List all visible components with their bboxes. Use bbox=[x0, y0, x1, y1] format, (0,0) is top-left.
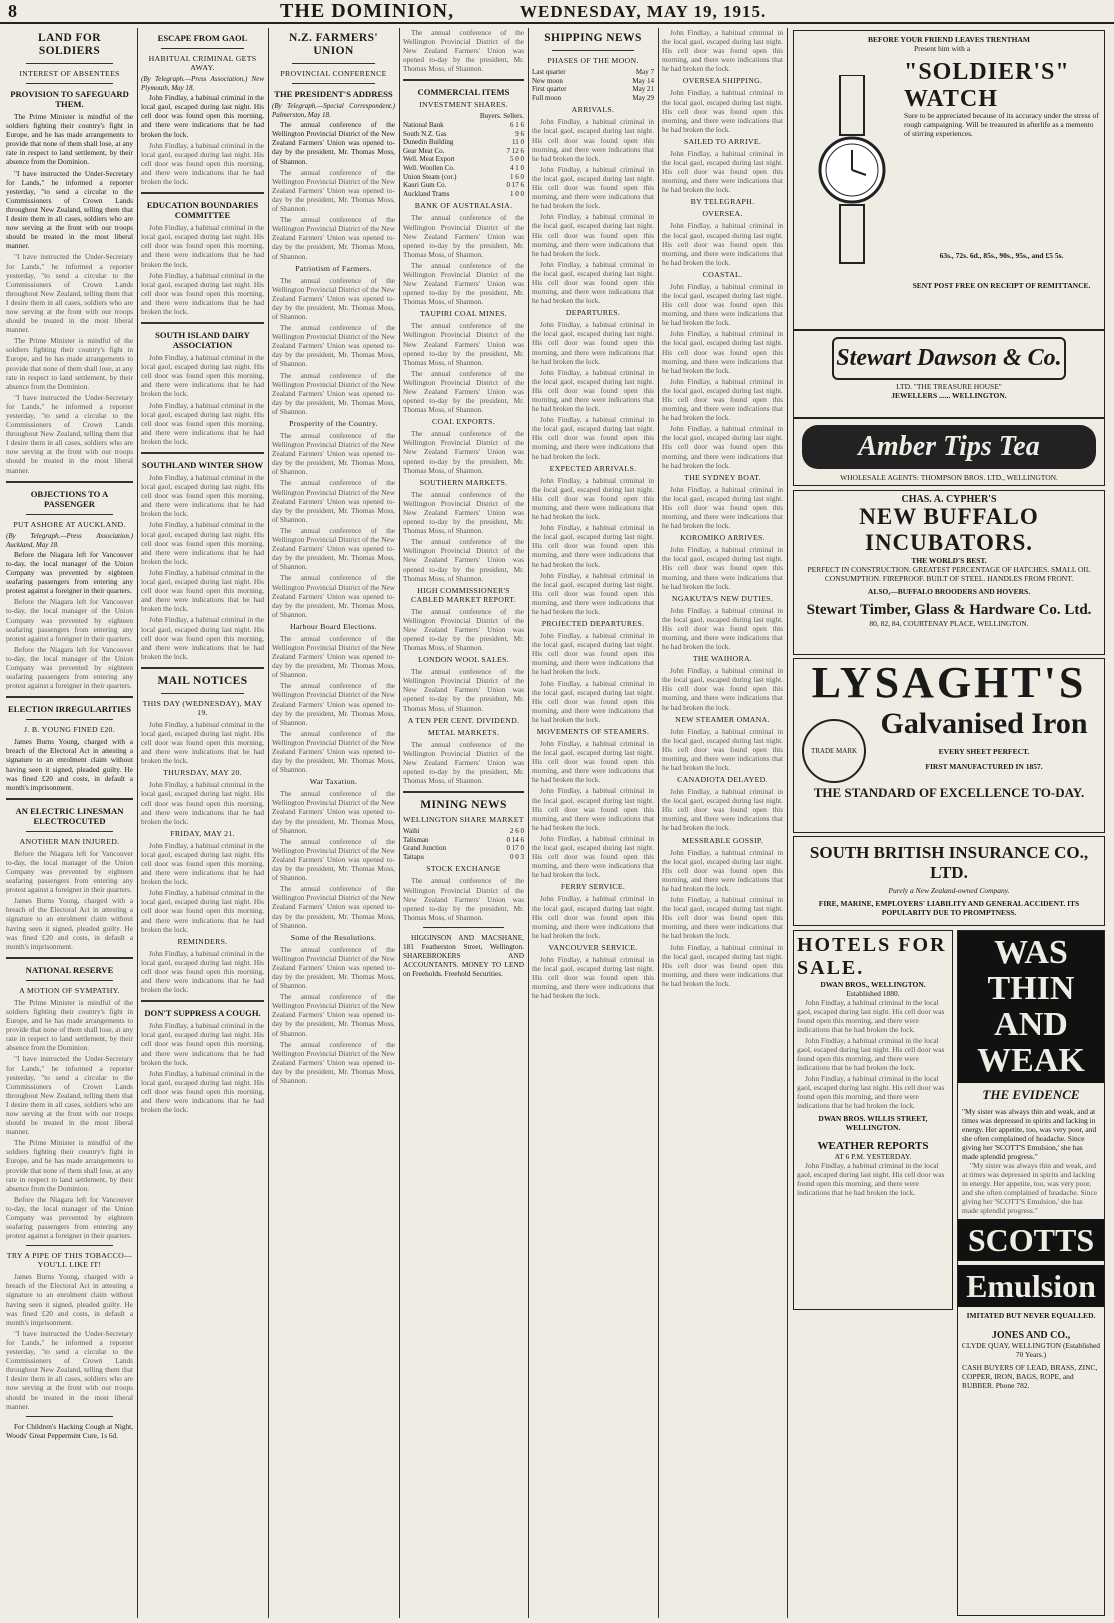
amber-tips-advert bbox=[793, 418, 1105, 486]
article-paragraph: The annual conference of the Wellington Provincial District of the New Zealand Farmers' Union was opened to-day by the president, Mr. Thomas Moss, of Shannon. bbox=[403, 429, 524, 475]
subheadline: PUT ASHORE AT AUCKLAND. bbox=[13, 519, 126, 529]
article-paragraph: The Prime Minister is mindful of the soldiers fighting their country's fight in Europe, and he has made arrangements to provide that none of them shall lose, at any rate in respect to land settlement, by their absence from the Dominion. bbox=[6, 112, 133, 167]
article-paragraph: John Findlay, a habitual criminal in the local gaol, escaped during last night. His cell door was found open this morning, and there were indications that he had broken the lock. bbox=[141, 353, 264, 399]
article-paragraph: John Findlay, a habitual criminal in the local gaol, escaped during last night. His cell door was found open this morning, and there were indications that he had broken the lock. bbox=[662, 221, 783, 267]
subheadline: INVESTMENT SHARES. bbox=[419, 100, 508, 110]
lysaght-advert bbox=[793, 658, 1105, 833]
article-paragraph: John Findlay, a habitual criminal in the local gaol, escaped during last night. His cell door was found open this morning, and there were indications that he had broken the lock. bbox=[797, 998, 945, 1034]
column-rule bbox=[399, 28, 400, 1618]
headline: SOUTHLAND WINTER SHOW bbox=[141, 460, 264, 470]
headline: COMMERCIAL ITEMS bbox=[417, 87, 510, 98]
article-paragraph: John Findlay, a habitual criminal in the local gaol, escaped during last night. His cell door was found open this morning, and there were indications that he had broken the lock. bbox=[532, 786, 654, 832]
subheadline: METAL MARKETS. bbox=[427, 727, 500, 737]
subheadline: HIGH COMMISSIONER'S CABLED MARKET REPORT. bbox=[411, 585, 516, 604]
table-row: Waihi 2 6 0 bbox=[403, 827, 524, 836]
advert-body: "My sister was always thin and weak, and at times was depressed in spirits and lacking in energy. Her appetite, too, was very poor, and she often complained of headache. Since giving her 'SCOTT'S Emulsion,' she has made splendid progress." bbox=[962, 1107, 1097, 1161]
article-paragraph: The annual conference of the Wellington Provincial District of the New Zealand Farmers' Union was opened to-day by the president, Mr. Thomas Moss, of Shannon. bbox=[403, 213, 524, 259]
article-paragraph: John Findlay, a habitual criminal in the local gaol, escaped during last night. His cell door was found open this morning, and there were indications that he had broken the lock. bbox=[141, 567, 264, 614]
subheadline: BANK OF AUSTRALASIA. bbox=[414, 201, 513, 211]
article-paragraph: John Findlay, a habitual criminal in the local gaol, escaped during last night. His cell door was found open this morning, and there were indications that he had broken the lock. bbox=[662, 281, 783, 328]
article-paragraph: The annual conference of the Wellington Provincial District of the New Zealand Farmers' Union was opened to-day by the president, Mr. Thomas Moss, of Shannon. bbox=[403, 739, 524, 785]
subheadline: FERRY SERVICE. bbox=[560, 882, 626, 892]
column-rule bbox=[787, 28, 788, 1618]
subheadline: MESSRABLE GOSSIP. bbox=[682, 835, 763, 845]
advert-title: SOUTH BRITISH INSURANCE CO., LTD. bbox=[809, 843, 1089, 882]
subheadline: THE SYDNEY BOAT. bbox=[684, 472, 761, 482]
subheadline: HABITUAL CRIMINAL GETS AWAY. bbox=[148, 54, 257, 72]
advert-title: "SOLDIER'S" WATCH bbox=[904, 59, 1070, 112]
article-paragraph: The annual conference of the Wellington Provincial District of the New Zealand Farmers' Union was opened to-day by the president, Mr. Thomas Moss, of Shannon. bbox=[272, 728, 395, 775]
article-paragraph: The annual conference of the Wellington Provincial District of the New Zealand Farmers' Union was opened to-day by the president, Mr. Thomas Moss, of Shannon. bbox=[403, 876, 524, 922]
subheadline: THIS DAY (WEDNESDAY), MAY 19. bbox=[142, 698, 263, 717]
subheadline: PROVINCIAL CONFERENCE bbox=[280, 69, 387, 78]
advert-body: CASH BUYERS OF LEAD, BRASS, ZINC, COPPER, IRON, BAGS, ROPE, and RUBBER. Phone 782. bbox=[962, 1363, 1098, 1390]
article-paragraph: John Findlay, a habitual criminal in the local gaol, escaped during last night. His cell door was found open this morning, and there were indications that he had broken the lock. bbox=[532, 954, 654, 1001]
headline: ESCAPE FROM GAOL bbox=[157, 33, 248, 43]
advert-body: PERFECT IN CONSTRUCTION. GREATEST PERCENTAGE OF HATCHES. SMALL OIL CONSUMPTION. FIREPROOF. BUILT OF STEEL. HANDLES FROM FRONT. bbox=[807, 565, 1091, 583]
subheadline: TRY A PIPE OF THIS TOBACCO—YOU'LL LIKE IT! bbox=[6, 1251, 133, 1270]
article-paragraph: John Findlay, a habitual criminal in the local gaol, escaped during last night. His cell door was found open this morning, and there were indications that he had broken the lock. bbox=[662, 847, 783, 893]
advert-line: WHOLESALE AGENTS: THOMPSON BROS. LTD., WELLINGTON. bbox=[840, 473, 1058, 482]
subheadline: War Taxation. bbox=[309, 777, 358, 787]
article-paragraph: The annual conference of the Wellington Provincial District of the New Zealand Farmers' Union was opened to-day by the president, Mr. Thomas Moss, of Shannon. bbox=[272, 215, 395, 261]
article-paragraph: The annual conference of the Wellington Provincial District of the New Zealand Farmers' Union was opened to-day by the president, Mr. Thomas Moss, of Shannon. bbox=[272, 167, 395, 214]
advert-title: JONES AND CO., bbox=[991, 1330, 1071, 1341]
subheadline: ANOTHER MAN INJURED. bbox=[19, 836, 120, 846]
article-paragraph: John Findlay, a habitual criminal in the local gaol, escaped during last night. His cell door was found open this morning, and there were indications that he had broken the lock. bbox=[662, 942, 783, 988]
dateline: (By Telegraph.—Press Association.) Auckland, May 18. bbox=[6, 531, 133, 549]
article-paragraph: The annual conference of the Wellington Provincial District of the New Zealand Farmers' Union was opened to-day by the president, Mr. Thomas Moss, of Shannon. bbox=[272, 681, 395, 727]
advert-line: THE WORLD'S BEST. bbox=[911, 556, 987, 565]
subheadline: NGAKUTA'S NEW DUTIES. bbox=[671, 593, 774, 603]
headline: ELECTION IRREGULARITIES bbox=[8, 704, 131, 715]
article-paragraph: The annual conference of the Wellington Provincial District of the New Zealand Farmers' Union was opened to-day by the president, Mr. Thomas Moss, of Shannon. bbox=[403, 260, 524, 307]
advert-title: NEW BUFFALO INCUBATORS. bbox=[859, 504, 1039, 555]
advert-firm: Stewart Timber, Glass & Hardware Co. Ltd. bbox=[806, 602, 1092, 618]
advert-line: Established 1880. bbox=[846, 989, 900, 998]
advert-line: For Children's Hacking Cough at Night, Woods' Great Peppermint Cure, 1s 6d. bbox=[6, 1421, 133, 1440]
headline: N.Z. FARMERS' UNION bbox=[288, 32, 378, 57]
advert-line: ALSO,—BUFFALO BROODERS AND HOVERS. bbox=[867, 587, 1031, 596]
article-paragraph: Before the Niagara left for Vancouver to-day, the local manager of the Union Company was prevented by eighteen seafaring passengers from entering any protest against a foreigner in their quarters. bbox=[6, 848, 133, 895]
dateline: (By Telegraph.—Special Correspondent.) Palmerston, May 18. bbox=[272, 102, 395, 120]
stewart-dawson-logo: Stewart Dawson & Co. bbox=[832, 337, 1066, 380]
advert-subtitle: THE EVIDENCE bbox=[982, 1087, 1080, 1102]
article-paragraph: John Findlay, a habitual criminal in the local gaol, escaped during last night. His cell door was found open this morning, and there were indications that he had broken the lock. bbox=[797, 1074, 945, 1110]
subheadline: PHASES OF THE MOON. bbox=[547, 56, 639, 65]
article-paragraph: James Burns Young, charged with a breach of the Electoral Act in attesting a signature to an enrolment claim without having seen it signed, pleaded guilty. He was fined £20 and costs, in default a month's imprisonment. bbox=[6, 737, 133, 792]
table-row: Well. Woollen Co. 4 1 0 bbox=[403, 164, 524, 173]
article-paragraph: The annual conference of the Wellington Provincial District of the New Zealand Farmers' Union was opened to-day by the president, Mr. Thomas Moss, of Shannon. bbox=[403, 368, 524, 415]
article-paragraph: The annual conference of the Wellington Provincial District of the New Zealand Farmers' Union was opened to-day by the president, Mr. Thomas Moss, of Shannon. bbox=[272, 944, 395, 991]
advert-line: Present him with a bbox=[914, 44, 971, 53]
table-row: Gear Meat Co. 7 12 6 bbox=[403, 146, 524, 155]
article-paragraph: John Findlay, a habitual criminal in the local gaol, escaped during last night. His cell door was found open this morning, and there were indications that he had broken the lock. bbox=[532, 570, 654, 616]
subheadline: Patriotism of Farmers. bbox=[295, 263, 372, 273]
article-paragraph: "I have instructed the Under-Secretary for Lands," he informed a reporter yesterday, "to send a circular to the Commissioners of Crown Lands throughout New Zealand, telling them that I desire them in all cases, soldiers who are now serving at the front with our troops should be treated in the most liberal manner. bbox=[6, 1054, 133, 1137]
advert-body: FIRE, MARINE, EMPLOYERS' LIABILITY AND GENERAL ACCIDENT. ITS POPULARITY DUE TO PROMPTNESS. bbox=[818, 899, 1080, 917]
article-paragraph: John Findlay, a habitual criminal in the local gaol, escaped during last night. His cell door was found open this morning, and there were indications that he had broken the lock. bbox=[532, 117, 654, 163]
article-paragraph: John Findlay, a habitual criminal in the local gaol, escaped during last night. His cell door was found open this morning, and there were indications that he had broken the lock. bbox=[662, 88, 783, 134]
table-row: Grand Junction 0 17 0 bbox=[403, 844, 524, 853]
article-paragraph: The annual conference of the Wellington Provincial District of the New Zealand Farmers' Union was opened to-day by the president, Mr. Thomas Moss, of Shannon. bbox=[403, 321, 524, 367]
moon-table bbox=[532, 68, 654, 102]
table-row: Dunedin Building 11 0 bbox=[403, 138, 524, 147]
subheadline: THURSDAY, MAY 20. bbox=[163, 768, 242, 778]
advert-title: WAS THIN AND WEAK bbox=[958, 931, 1104, 1083]
issue-date: WEDNESDAY, MAY 19, 1915. bbox=[520, 2, 767, 21]
advert-line: Purely a New Zealand-owned Company. bbox=[888, 886, 1010, 895]
advert-line: SENT POST FREE ON RECEIPT OF REMITTANCE. bbox=[912, 281, 1091, 290]
column-rule bbox=[268, 28, 269, 1618]
advert-kicker: BEFORE YOUR FRIEND LEAVES TRENTHAM bbox=[868, 35, 1030, 44]
article-paragraph: John Findlay, a habitual criminal in the local gaol, escaped during last night. His cell door was found open this morning, and there were indications that he had broken the lock. bbox=[532, 164, 654, 211]
masthead bbox=[0, 0, 1114, 24]
subheadline: COASTAL. bbox=[702, 269, 743, 279]
weather-time: AT 6 P.M. YESTERDAY. bbox=[834, 1152, 912, 1161]
article-paragraph: The annual conference of the Wellington Provincial District of the New Zealand Farmers' Union was opened to-day by the president, Mr. Thomas Moss, of Shannon. bbox=[403, 537, 524, 583]
subheadline: NEW STEAMER OMANA. bbox=[675, 714, 770, 724]
advert-line: HIGGINSON AND MACSHANE, 181 Featherston Street, Wellington. SHAREBROKERS AND ACCOUNTANTS. MONEY TO LEND on Freeholds. Freehold Securities. bbox=[403, 932, 524, 979]
article-paragraph: John Findlay, a habitual criminal in the local gaol, escaped during last night. His cell door was found open this morning, and there were indications that he had broken the lock. bbox=[662, 787, 783, 833]
table-header: Buyers. Sellers. bbox=[479, 112, 524, 121]
article-paragraph: Before the Niagara left for Vancouver to-day, the local manager of the Union Company was prevented by eighteen seafaring passengers from entering any protest against a foreigner in their quarters. bbox=[6, 597, 133, 643]
incubator-advert bbox=[793, 490, 1105, 655]
subheadline: EXPECTED ARRIVALS. bbox=[549, 463, 637, 473]
article-paragraph: The annual conference of the Wellington Provincial District of the New Zealand Farmers' Union was opened to-day by the president, Mr. Thomas Moss, of Shannon. bbox=[403, 28, 524, 74]
article-paragraph: John Findlay, a habitual criminal in the local gaol, escaped during last night. His cell door was found open this morning, and there were indications that he had broken the lock. bbox=[532, 415, 654, 461]
headline: OBJECTIONS TO A PASSENGER bbox=[30, 488, 109, 509]
stewart-dawson-advert bbox=[793, 330, 1105, 418]
article-paragraph: John Findlay, a habitual criminal in the local gaol, escaped during last night. His cell door was found open this morning, and there were indications that he had broken the lock. bbox=[141, 615, 264, 661]
article-paragraph: John Findlay, a habitual criminal in the local gaol, escaped during last night. His cell door was found open this morning, and there were indications that he had broken the lock. bbox=[532, 367, 654, 414]
table-row: Last quarter May 7 bbox=[532, 68, 654, 76]
article-paragraph: Before the Niagara left for Vancouver to-day, the local manager of the Union Company was prevented by eighteen seafaring passengers from entering any protest against a foreigner in their quarters. bbox=[6, 644, 133, 691]
subheadline: TAUPIRI COAL MINES. bbox=[420, 309, 507, 319]
subheadline: LONDON WOOL SALES. bbox=[418, 655, 509, 665]
article-paragraph: The annual conference of the Wellington Provincial District of the New Zealand Farmers' Union was opened to-day by the president, Mr. Thomas Moss, of Shannon. bbox=[272, 633, 395, 680]
article-paragraph: The Prime Minister is mindful of the soldiers fighting their country's fight in Europe, and he has made arrangements to provide that none of them shall lose, at any rate in respect to land settlement, by their absence from the Dominion. bbox=[6, 1138, 133, 1193]
advert-price: 63s., 72s. 6d., 85s., 90s., 95s., and £5 5s. bbox=[939, 251, 1064, 260]
trade-mark-seal-icon: TRADE MARK bbox=[802, 719, 866, 783]
advert-line: DWAN BROS., WELLINGTON. bbox=[820, 980, 926, 989]
wristwatch-icon bbox=[812, 75, 892, 265]
advert-title: LYSAGHT'S bbox=[811, 658, 1087, 707]
column-3 bbox=[272, 28, 395, 1618]
article-paragraph: John Findlay, a habitual criminal in the local gaol, escaped during last night. His cell door was found open this morning, and there were indications that he had broken the lock. bbox=[141, 223, 264, 269]
column-rule bbox=[137, 28, 138, 1618]
subheadline: CANADIOTA DELAYED. bbox=[677, 775, 768, 785]
article-paragraph: The annual conference of the Wellington Provincial District of the New Zealand Farmers' Union was opened to-day by the president, Mr. Thomas Moss, of Shannon. bbox=[272, 789, 395, 835]
headline: DON'T SUPPRESS A COUGH. bbox=[144, 1008, 261, 1019]
subheadline: THE WAIHORA. bbox=[692, 654, 753, 664]
article-paragraph: The annual conference of the Wellington Provincial District of the New Zealand Farmers' Union was opened to-day by the president, Mr. Thomas Moss, of Shannon. bbox=[272, 884, 395, 930]
subheadline: Some of the Resolutions. bbox=[290, 932, 377, 942]
table-row: Well. Meat Export 5 0 0 bbox=[403, 155, 524, 164]
subheadline: THE PRESIDENT'S ADDRESS bbox=[274, 89, 393, 99]
table-row: Talisman 0 14 6 bbox=[403, 835, 524, 844]
article-paragraph: John Findlay, a habitual criminal in the local gaol, escaped during last night. His cell door was found open this morning, and there were indications that he had broken the lock. bbox=[532, 475, 654, 522]
article-paragraph: John Findlay, a habitual criminal in the local gaol, escaped during last night. His cell door was found open this morning, and there were indications that he had broken the lock. bbox=[532, 678, 654, 724]
subheadline: FRIDAY, MAY 21. bbox=[170, 828, 235, 838]
advert-line: EVERY SHEET PERFECT. bbox=[938, 747, 1030, 756]
advert-kicker: CHAS. A. CYPHER'S bbox=[901, 494, 997, 505]
subheadline: J. B. YOUNG FINED £20. bbox=[24, 725, 115, 735]
advert-subtitle: Galvanised Iron bbox=[880, 707, 1088, 740]
article-paragraph: John Findlay, a habitual criminal in the local gaol, escaped during last night. His cell door was found open this morning, and there were indications that he had broken the lock. bbox=[532, 833, 654, 880]
article-paragraph: The annual conference of the Wellington Provincial District of the New Zealand Farmers' Union was opened to-day by the president, Mr. Thomas Moss, of Shannon. bbox=[403, 489, 524, 536]
subheadline: VANCOUVER SERVICE. bbox=[548, 942, 638, 952]
article-paragraph: John Findlay, a habitual criminal in the local gaol, escaped during last night. His cell door was found open this morning, and there were indications that he had broken the lock. bbox=[532, 523, 654, 569]
subheadline: A MOTION OF SYMPATHY. bbox=[19, 985, 120, 995]
article-paragraph: The annual conference of the Wellington Provincial District of the New Zealand Farmers' Union was opened to-day by the president, Mr. Thomas Moss, of Shannon. bbox=[272, 323, 395, 369]
subheadline: COAL EXPORTS. bbox=[432, 417, 495, 427]
article-paragraph: John Findlay, a habitual criminal in the local gaol, escaped during last night. His cell door was found open this morning, and there were indications that he had broken the lock. bbox=[662, 666, 783, 712]
article-paragraph: John Findlay, a habitual criminal in the local gaol, escaped during last night. His cell door was found open this morning, and there were indications that he had broken the lock. bbox=[662, 726, 783, 772]
article-paragraph: John Findlay, a habitual criminal in the local gaol, escaped during last night. His cell door was found open this morning, and there were indications that he had broken the lock. bbox=[141, 719, 264, 766]
amber-tips-logo: Amber Tips Tea bbox=[802, 425, 1096, 469]
headline: SHIPPING NEWS bbox=[544, 32, 642, 44]
article-paragraph: John Findlay, a habitual criminal in the local gaol, escaped during last night. His cell door was found open this morning, and there were indications that he had broken the lock. bbox=[797, 1161, 945, 1197]
article-paragraph: The annual conference of the Wellington Provincial District of the New Zealand Farmers' Union was opened to-day by the president, Mr. Thomas Moss, of Shannon. bbox=[272, 431, 395, 477]
article-paragraph: "I have instructed the Under-Secretary for Lands," he informed a reporter yesterday, "to send a circular to the Commissioners of Crown Lands throughout New Zealand, telling them that I desire them in all cases, soldiers who are now serving at the front with our troops should be treated in the most liberal manner. bbox=[6, 392, 133, 475]
article-paragraph: John Findlay, a habitual criminal in the local gaol, escaped during last night. His cell door was found open this morning, and there were indications that he had broken the lock. bbox=[662, 605, 783, 652]
article-paragraph: The annual conference of the Wellington Provincial District of the New Zealand Farmers' Union was opened to-day by the president, Mr. Thomas Moss, of Shannon. bbox=[272, 525, 395, 572]
subheadline: REMINDERS. bbox=[177, 936, 228, 946]
subheadline: DEPARTURES. bbox=[565, 308, 621, 318]
table-row: Taitapu 0 0 3 bbox=[403, 852, 524, 861]
subheadline: WELLINGTON SHARE MARKET bbox=[403, 815, 524, 825]
table-row: Auckland Trams 1 0 0 bbox=[403, 189, 524, 198]
article-paragraph: John Findlay, a habitual criminal in the local gaol, escaped during last night. His cell door was found open this morning, and there were indications that he had broken the lock. bbox=[141, 840, 264, 887]
article-paragraph: John Findlay, a habitual criminal in the local gaol, escaped during last night. His cell door was found open this morning, and there were indications that he had broken the lock. bbox=[662, 329, 783, 375]
article-paragraph: The annual conference of the Wellington Provincial District of the New Zealand Farmers' Union was opened to-day by the president, Mr. Thomas Moss, of Shannon. bbox=[272, 1039, 395, 1085]
table-row: Union Steam (cor.) 1 6 0 bbox=[403, 172, 524, 181]
advert-line: DWAN BROS. WILLIS STREET, WELLINGTON. bbox=[818, 1114, 928, 1132]
table-row: South N.Z. Gas 9 6 bbox=[403, 129, 524, 138]
page-number: 8 bbox=[8, 1, 17, 21]
article-paragraph: John Findlay, a habitual criminal in the local gaol, escaped during last night. His cell door was found open this morning, and there were indications that he had broken the lock. bbox=[141, 400, 264, 446]
article-paragraph: "I have instructed the Under-Secretary for Lands," he informed a reporter yesterday, "to send a circular to the Commissioners of Crown Lands throughout New Zealand, telling them that I desire them in all cases, soldiers who are now serving at the front with our troops should be treated in the most liberal manner. bbox=[6, 1328, 133, 1411]
advert-line: IMITATED BUT NEVER EQUALLED. bbox=[966, 1311, 1096, 1320]
advert-line: FIRST MANUFACTURED IN 1857. bbox=[925, 762, 1043, 771]
column-rule bbox=[658, 28, 659, 1618]
article-paragraph: John Findlay, a habitual criminal in the local gaol, escaped during last night. His cell door was found open this morning, and there were indications that he had broken the lock. bbox=[141, 270, 264, 316]
advert-body: Sure to be appreciated because of its accuracy under the stress of rough campaigning. Will be treasured in afterlife as a memento of stirring experiences. bbox=[904, 111, 1099, 138]
article-paragraph: John Findlay, a habitual criminal in the local gaol, escaped during last night. His cell door was found open this morning, and there were indications that he had broken the lock. bbox=[662, 545, 783, 591]
mining-table bbox=[403, 827, 524, 861]
advert-line: 80, 82, 84, COURTENAY PLACE, WELLINGTON. bbox=[869, 619, 1029, 628]
article-paragraph: The Prime Minister is mindful of the soldiers fighting their country's fight in Europe, and he has made arrangements to provide that none of them shall lose, at any rate in respect to land settlement, by their absence from the Dominion. bbox=[6, 336, 133, 391]
article-paragraph: The annual conference of the Wellington Provincial District of the New Zealand Farmers' Union was opened to-day by the president, Mr. Thomas Moss, of Shannon. bbox=[403, 667, 524, 713]
hotels-advert bbox=[793, 930, 953, 1310]
article-paragraph: The annual conference of the Wellington Provincial District of the New Zealand Farmers' Union was opened to-day by the president, Mr. Thomas Moss, of Shannon. bbox=[272, 836, 395, 883]
article-paragraph: "I have instructed the Under-Secretary for Lands," he informed a reporter yesterday, "to send a circular to the Commissioners of Crown Lands throughout New Zealand, telling them that I desire them in all cases, soldiers who are now serving at the front with our troops should be treated in the most liberal manner. bbox=[6, 252, 133, 335]
subheadline: Harbour Board Elections. bbox=[289, 621, 378, 631]
subheadline: MOVEMENTS OF STEAMERS. bbox=[536, 727, 650, 736]
insurance-advert bbox=[793, 836, 1105, 926]
advert-logo: Emulsion bbox=[958, 1265, 1104, 1307]
article-paragraph: John Findlay, a habitual criminal in the local gaol, escaped during last night. His cell door was found open this morning, and there were indications that he had broken the lock. bbox=[141, 888, 264, 934]
advert-line: THE STANDARD OF EXCELLENCE TO-DAY. bbox=[813, 785, 1085, 800]
article-paragraph: James Burns Young, charged with a breach of the Electoral Act in attesting a signature to an enrolment claim without having seen it signed, pleaded guilty. He was fined £20 and costs, in default a month's imprisonment. bbox=[6, 1272, 133, 1327]
weather-title: WEATHER REPORTS bbox=[817, 1140, 929, 1152]
article-paragraph: James Burns Young, charged with a breach of the Electoral Act in attesting a signature to an enrolment claim without having seen it signed, pleaded guilty. He was fined £20 and costs, in default a month's imprisonment. bbox=[6, 896, 133, 951]
article-paragraph: John Findlay, a habitual criminal in the local gaol, escaped during last night. His cell door was found open this morning, and there were indications that he had broken the lock. bbox=[141, 473, 264, 519]
article-paragraph: John Findlay, a habitual criminal in the local gaol, escaped during last night. His cell door was found open this morning, and there were indications that he had broken the lock. bbox=[532, 631, 654, 677]
article-paragraph: The annual conference of the Wellington Provincial District of the New Zealand Farmers' Union was opened to-day by the president, Mr. Thomas Moss, of Shannon. bbox=[272, 478, 395, 524]
article-paragraph: John Findlay, a habitual criminal in the local gaol, escaped during last night. His cell door was found open this morning, and there were indications that he had broken the lock. bbox=[662, 28, 783, 74]
article-paragraph: John Findlay, a habitual criminal in the local gaol, escaped during last night. His cell door was found open this morning, and there were indications that he had broken the lock. bbox=[141, 1021, 264, 1067]
article-paragraph: John Findlay, a habitual criminal in the local gaol, escaped during last night. His cell door was found open this morning, and there were indications that he had broken the lock. bbox=[141, 1068, 264, 1115]
article-paragraph: John Findlay, a habitual criminal in the local gaol, escaped during last night. His cell door was found open this morning, and there were indications that he had broken the lock. bbox=[662, 376, 783, 423]
article-paragraph: "My sister was always thin and weak, and at times was depressed in spirits and lacking in energy. Her appetite, too, was very poor, and she often complained of headache. Since giving her 'SCOTT'S Emulsion,' she has made splendid progress." bbox=[962, 1161, 1098, 1215]
article-paragraph: The annual conference of the Wellington Provincial District of the New Zealand Farmers' Union was opened to-day by the president, Mr. Thomas Moss, of Shannon. bbox=[272, 573, 395, 619]
dateline: (By Telegraph.—Press Association.) New Plymouth, May 18. bbox=[141, 75, 264, 93]
headline: AN ELECTRIC LINESMAN ELECTROCUTED bbox=[15, 805, 124, 826]
subheadline: SOUTHERN MARKETS. bbox=[419, 477, 508, 487]
headline: LAND FOR SOLDIERS bbox=[38, 32, 101, 57]
article-paragraph: John Findlay, a habitual criminal in the local gaol, escaped during last night. His cell door was found open this morning, and there were indications that he had broken the lock. bbox=[797, 1036, 945, 1072]
article-paragraph: John Findlay, a habitual criminal in the local gaol, escaped during last night. His cell door was found open this morning, and there were indications that he had broken the lock. bbox=[532, 259, 654, 306]
column-4 bbox=[403, 28, 524, 1618]
headline: NATIONAL RESERVE bbox=[25, 964, 114, 975]
article-paragraph: John Findlay, a habitual criminal in the local gaol, escaped during last night. His cell door was found open this morning, and there were indications that he had broken the lock. bbox=[141, 140, 264, 187]
table-row: National Bank 6 1 6 bbox=[403, 121, 524, 130]
column-5 bbox=[532, 28, 654, 1618]
article-paragraph: John Findlay, a habitual criminal in the local gaol, escaped during last night. His cell door was found open this morning, and there were indications that he had broken the lock. bbox=[532, 894, 654, 940]
article-paragraph: John Findlay, a habitual criminal in the local gaol, escaped during last night. His cell door was found open this morning, and there were indications that he had broken the lock. bbox=[662, 424, 783, 470]
headline: SOUTH ISLAND DAIRY ASSOCIATION bbox=[155, 330, 250, 351]
article-paragraph: The annual conference of the Wellington Provincial District of the New Zealand Farmers' Union was opened to-day by the president, Mr. Thomas Moss, of Shannon. bbox=[272, 992, 395, 1038]
subheadline: OVERSEA SHIPPING. bbox=[682, 76, 763, 86]
headline: MAIL NOTICES bbox=[157, 674, 248, 687]
table-row: First quarter May 21 bbox=[532, 85, 654, 94]
article-paragraph: Before the Niagara left for Vancouver to-day, the local manager of the Union Company was prevented by eighteen seafaring passengers from entering any protest against a foreigner in their quarters. bbox=[6, 1194, 133, 1241]
advert-logo: SCOTTS bbox=[958, 1219, 1104, 1261]
subheadline: OVERSEA. bbox=[702, 209, 743, 219]
article-paragraph: The annual conference of the Wellington Provincial District of the New Zealand Farmers' Union was opened to-day by the president, Mr. Thomas Moss, of Shannon. bbox=[272, 275, 395, 321]
article-paragraph: "I have instructed the Under-Secretary for Lands," he informed a reporter yesterday, "to send a circular to the Commissioners of Crown Lands throughout New Zealand, telling them that I desire them in all cases, soldiers who are now serving at the front with our troops should be treated in the most liberal manner. bbox=[6, 168, 133, 251]
subheadline: INTEREST OF ABSENTEES bbox=[19, 69, 120, 78]
table-row: New moon May 14 bbox=[532, 76, 654, 85]
advert-line: LTD. "THE TREASURE HOUSE" bbox=[896, 382, 1002, 391]
article-paragraph: John Findlay, a habitual criminal in the local gaol, escaped during last night. His cell door was found open this morning, and there were indications that he had broken the lock. bbox=[662, 148, 783, 195]
subheadline: SAILED TO ARRIVE. bbox=[683, 136, 762, 146]
subheadline: KOROMIKO ARRIVES. bbox=[680, 533, 765, 543]
subheadline: PROJECTED DEPARTURES. bbox=[541, 619, 645, 629]
subheadline: STOCK EXCHANGE bbox=[426, 864, 501, 874]
article-paragraph: The Prime Minister is mindful of the soldiers fighting their country's fight in Europe, and he has made arrangements to provide that none of them shall lose, at any rate in respect to land settlement, by their absence from the Dominion. bbox=[6, 997, 133, 1053]
headline: EDUCATION BOUNDARIES COMMITTEE bbox=[146, 200, 259, 221]
article-paragraph: John Findlay, a habitual criminal in the local gaol, escaped during last night. His cell door was found open this morning, and there were indications that he had broken the lock. bbox=[662, 895, 783, 941]
advert-title: HOTELS FOR SALE. bbox=[797, 934, 947, 979]
article-paragraph: John Findlay, a habitual criminal in the local gaol, escaped during last night. His cell door was found open this morning, and there were indications that he had broken the lock. bbox=[141, 93, 264, 139]
scotts-emulsion-advert bbox=[957, 930, 1105, 1616]
article-paragraph: John Findlay, a habitual criminal in the local gaol, escaped during last night. His cell door was found open this morning, and there were indications that he had broken the lock. bbox=[532, 320, 654, 366]
article-paragraph: John Findlay, a habitual criminal in the local gaol, escaped during last night. His cell door was found open this morning, and there were indications that he had broken the lock. bbox=[141, 520, 264, 566]
column-rule bbox=[528, 28, 529, 1618]
article-paragraph: Before the Niagara left for Vancouver to-day, the local manager of the Union Company was prevented by eighteen seafaring passengers from entering any protest against a foreigner in their quarters. bbox=[6, 549, 133, 596]
subheadline: PROVISION TO SAFEGUARD THEM. bbox=[10, 89, 129, 109]
newspaper-name: THE DOMINION, bbox=[280, 0, 455, 22]
table-row: Kauri Gum Co. 0 17 6 bbox=[403, 181, 524, 190]
article-paragraph: The annual conference of the Wellington Provincial District of the New Zealand Farmers' Union was opened to-day by the president, Mr. Thomas Moss, of Shannon. bbox=[272, 370, 395, 416]
subheadline: A TEN PER CENT. DIVIDEND. bbox=[407, 715, 520, 725]
headline: MINING NEWS bbox=[420, 799, 507, 812]
column-1 bbox=[6, 28, 133, 1618]
table-row: Full moon May 29 bbox=[532, 93, 654, 102]
advert-line: CLYDE QUAY, WELLINGTON (Established 70 Years.) bbox=[961, 1341, 1101, 1359]
article-paragraph: John Findlay, a habitual criminal in the local gaol, escaped during last night. His cell door was found open this morning, and there were indications that he had broken the lock. bbox=[662, 484, 783, 531]
article-paragraph: John Findlay, a habitual criminal in the local gaol, escaped during last night. His cell door was found open this morning, and there were indications that he had broken the lock. bbox=[532, 212, 654, 258]
article-paragraph: The annual conference of the Wellington Provincial District of the New Zealand Farmers' Union was opened to-day by the president, Mr. Thomas Moss, of Shannon. bbox=[403, 606, 524, 653]
article-paragraph: The annual conference of the Wellington Provincial District of the New Zealand Farmers' Union was opened to-day by the president, Mr. Thomas Moss, of Shannon. bbox=[272, 120, 395, 166]
watch-advert bbox=[793, 30, 1105, 330]
shares-table bbox=[403, 112, 524, 198]
article-paragraph: John Findlay, a habitual criminal in the local gaol, escaped during last night. His cell door was found open this morning, and there were indications that he had broken the lock. bbox=[141, 948, 264, 995]
subheadline: ARRIVALS. bbox=[571, 105, 615, 115]
subheadline: BY TELEGRAPH. bbox=[690, 197, 755, 207]
column-6 bbox=[662, 28, 783, 1618]
advert-line: JEWELLERS ...... WELLINGTON. bbox=[891, 391, 1007, 400]
subheadline: Prosperity of the Country. bbox=[289, 419, 378, 428]
article-paragraph: John Findlay, a habitual criminal in the local gaol, escaped during last night. His cell door was found open this morning, and there were indications that he had broken the lock. bbox=[532, 739, 654, 785]
column-2 bbox=[141, 28, 264, 1618]
article-paragraph: John Findlay, a habitual criminal in the local gaol, escaped during last night. His cell door was found open this morning, and there were indications that he had broken the lock. bbox=[141, 780, 264, 826]
